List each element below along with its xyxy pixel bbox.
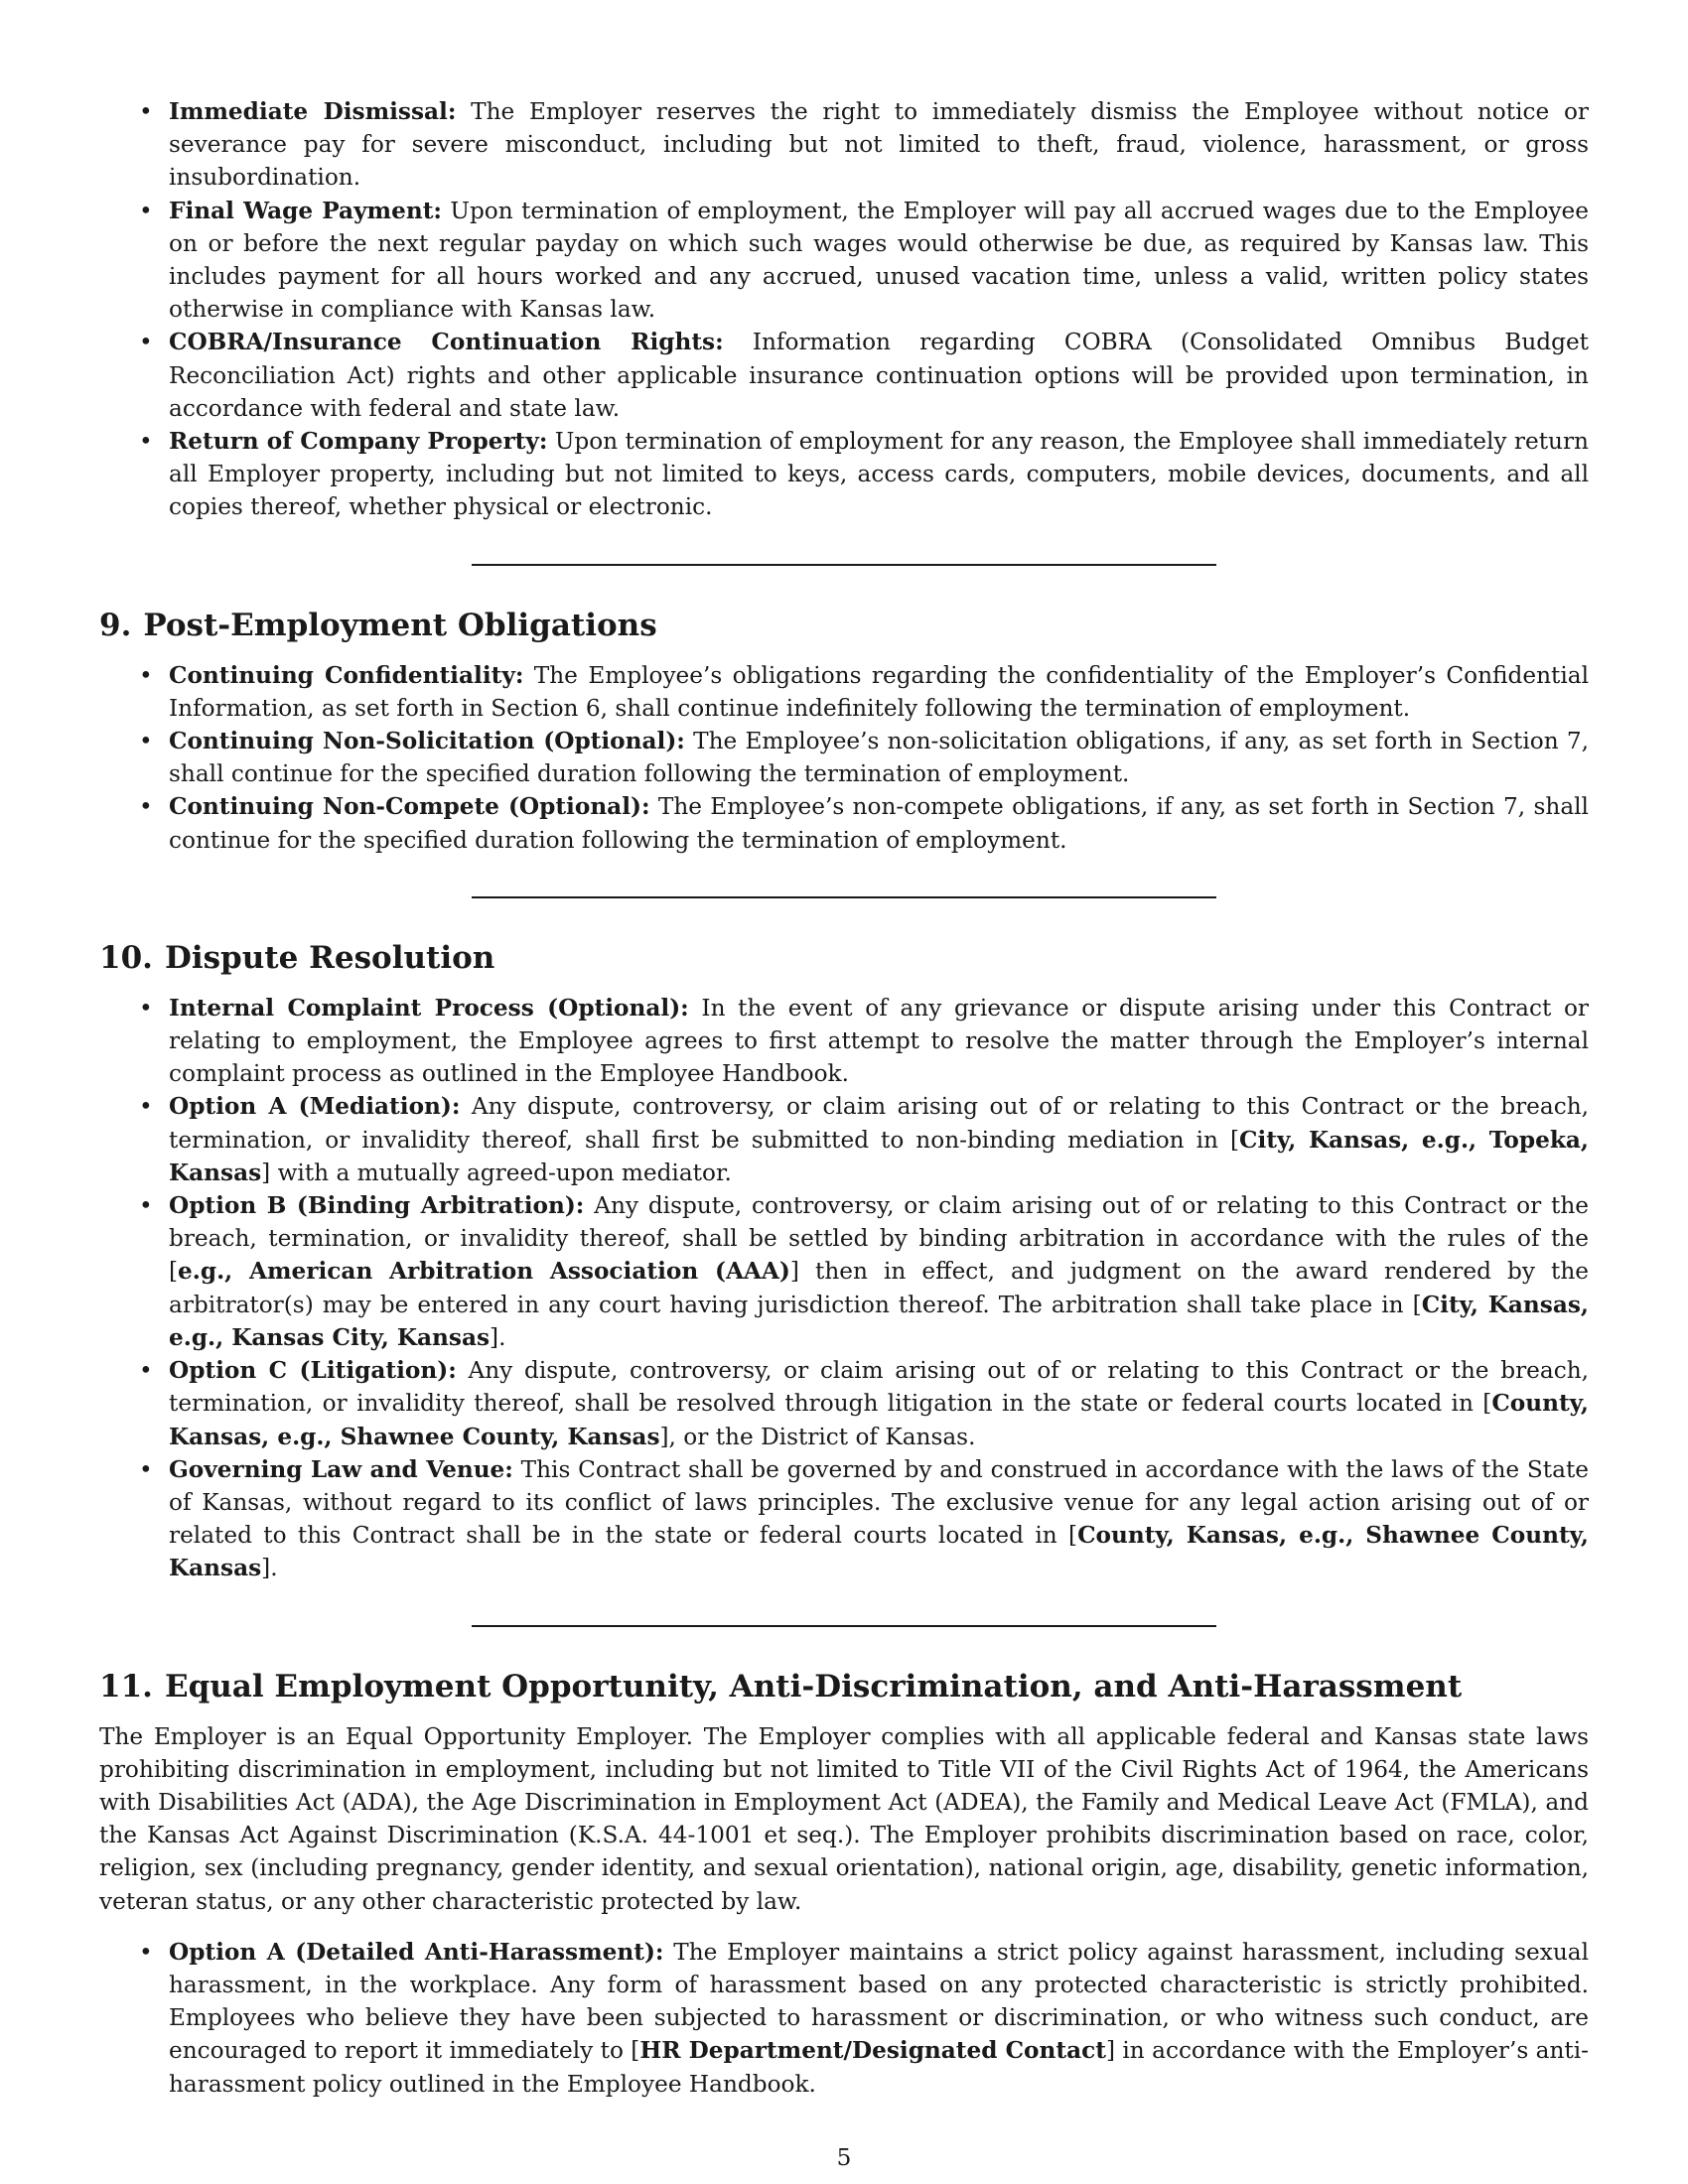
item-label: Option A (Detailed Anti-Harassment): bbox=[169, 1938, 664, 1966]
list-item bbox=[99, 1354, 1589, 1453]
item-text: Any dispute, controversy, or claim arising out of or relating to this Contract or the breach, termination, or invalidity thereof, shall be settled by binding arbitration in accordance with the rules of the [ bbox=[169, 1192, 1589, 1286]
item-label: Continuing Non-Compete (Optional): bbox=[169, 793, 650, 821]
page-number: 5 bbox=[836, 2144, 852, 2171]
placeholder-text: City, Kansas, e.g., Topeka, Kansas bbox=[169, 1126, 1589, 1186]
placeholder-text: County, Kansas, e.g., Shawnee County, Kansas bbox=[169, 1522, 1589, 1582]
section-10-list bbox=[99, 992, 1589, 1585]
item-label: Governing Law and Venue: bbox=[169, 1455, 513, 1483]
item-text: ] then in effect, and judgment on the award rendered by the arbitrator(s) may be entered in any court having jurisdiction thereof. The arbitration shall take place in [ bbox=[169, 1258, 1589, 1318]
item-text: Upon termination of employment, the Employer will pay all accrued wages due to the Employee on or before the next regular payday on which such wages would otherwise be due, as required by Kansas law. This includes payment for all hours worked and any accrued, unused vacation time, unless a valid, written policy states otherwise in compliance with Kansas law. bbox=[169, 197, 1589, 324]
item-text: ] in accordance with the Employer’s anti-harassment policy outlined in the Employee Handbook. bbox=[169, 2037, 1590, 2098]
item-text: This Contract shall be governed by and construed in accordance with the laws of the State of Kansas, without regard to its conflict of laws principles. The exclusive venue for any legal action arising out of or related to this Contract shall be in the state or federal courts located in [ bbox=[169, 1455, 1589, 1550]
placeholder-text: City, Kansas, e.g., Kansas City, Kansas bbox=[169, 1291, 1589, 1351]
section-divider bbox=[472, 1625, 1216, 1627]
placeholder-text: HR Department/Designated Contact bbox=[639, 2037, 1106, 2065]
item-text: Upon termination of employment for any reason, the Employee shall immediately return all Employer property, including but not limited to keys, access cards, computers, mobile devices, documents, and all copies thereof, whether physical or electronic. bbox=[169, 428, 1589, 521]
document-page bbox=[99, 95, 1589, 2101]
item-label: Continuing Confidentiality: bbox=[169, 661, 524, 689]
item-label: Final Wage Payment: bbox=[169, 197, 442, 224]
section-number: 10. bbox=[99, 939, 153, 976]
item-label: Return of Company Property: bbox=[169, 428, 548, 456]
list-item bbox=[99, 790, 1589, 856]
item-label: Option A (Mediation): bbox=[169, 1093, 461, 1121]
section-title: Post-Employment Obligations bbox=[143, 607, 657, 643]
section-number: 11. bbox=[99, 1668, 153, 1705]
item-text: ] with a mutually agreed-upon mediator. bbox=[261, 1159, 732, 1186]
list-item bbox=[99, 1090, 1589, 1189]
list-item bbox=[99, 992, 1589, 1091]
list-item bbox=[99, 1189, 1589, 1354]
item-text: ], or the District of Kansas. bbox=[659, 1423, 976, 1450]
list-item bbox=[99, 1936, 1589, 2101]
item-text: The Employee’s non-solicitation obligations, if any, as set forth in Section 7, shall continue for the specified duration following the termination of employment. bbox=[169, 728, 1589, 788]
placeholder-text: County, Kansas, e.g., Shawnee County, Kansas bbox=[169, 1390, 1589, 1450]
section-11-list bbox=[99, 1936, 1589, 2101]
termination-list bbox=[99, 95, 1589, 524]
item-label: COBRA/Insurance Continuation Rights: bbox=[169, 329, 724, 356]
item-text: Information regarding COBRA (Consolidated Omnibus Budget Reconciliation Act) rights and other applicable insurance continuation options will be provided upon termination, in accordance with federal and state law. bbox=[169, 329, 1589, 422]
section-number: 9. bbox=[99, 607, 132, 643]
section-9-list bbox=[99, 659, 1589, 857]
item-label: Continuing Non-Solicitation (Optional): bbox=[169, 728, 685, 755]
section-title: Equal Employment Opportunity, Anti-Discrimination, and Anti-Harassment bbox=[164, 1668, 1463, 1705]
section-divider bbox=[472, 564, 1216, 566]
section-9-heading bbox=[99, 606, 1589, 645]
section-10-heading bbox=[99, 938, 1589, 978]
item-text: The Employer reserves the right to immediately dismiss the Employee without notice or severance pay for severe misconduct, including but not limited to theft, fraud, violence, harassment, or gross insubordination. bbox=[169, 98, 1589, 192]
eeo-paragraph: The Employer is an Equal Opportunity Employer. The Employer complies with all applicable federal and Kansas state laws prohibiting discrimination in employment, including but not limited to Title VII of the Civil Rights Act of 1964, the Americans with Disabilities Act (ADA), the Age Discrimination in Employment Act (ADEA), the Family and Medical Leave Act (FMLA), and the Kansas Act Against Discrimination (K.S.A. 44-1001 et seq.). The Employer prohibits discrimination based on race, color, religion, sex (including pregnancy, gender identity, and sexual orientation), national origin, age, disability, genetic information, veteran status, or any other characteristic protected by law. bbox=[99, 1722, 1589, 1915]
item-label: Option C (Litigation): bbox=[169, 1357, 457, 1385]
item-text: The Employee’s obligations regarding the confidentiality of the Employer’s Confidential Information, as set forth in Section 6, shall continue indefinitely following the termination of employment. bbox=[169, 661, 1589, 722]
section-11-heading bbox=[99, 1667, 1589, 1706]
list-item bbox=[99, 326, 1589, 425]
item-text: Any dispute, controversy, or claim arising out of or relating to this Contract or the breach, termination, or invalidity thereof, shall first be submitted to non-binding mediation in [ bbox=[169, 1093, 1590, 1154]
list-item bbox=[99, 1453, 1589, 1585]
item-label: Internal Complaint Process (Optional): bbox=[169, 994, 689, 1022]
list-item bbox=[99, 195, 1589, 327]
list-item bbox=[99, 659, 1589, 725]
list-item bbox=[99, 425, 1589, 524]
placeholder-text: e.g., American Arbitration Association (AAA) bbox=[178, 1258, 790, 1286]
item-text: ]. bbox=[490, 1323, 506, 1351]
list-item bbox=[99, 725, 1589, 790]
item-text: The Employer maintains a strict policy against harassment, including sexual harassment, in the workplace. Any form of harassment based on any protected characteristic is strictly prohibited. Employees who believe they have been subjected to harassment or discrimination, or who witness such conduct, are encouraged to report it immediately to [ bbox=[169, 1938, 1589, 2065]
item-text: In the event of any grievance or dispute arising under this Contract or relating to employment, the Employee agrees to first attempt to resolve the matter through the Employer’s internal complaint process as outlined in the Employee Handbook. bbox=[169, 994, 1589, 1088]
item-label: Option B (Binding Arbitration): bbox=[169, 1192, 585, 1220]
list-item bbox=[99, 95, 1589, 195]
item-text: The Employee’s non-compete obligations, if any, as set forth in Section 7, shall continue for the specified duration following the termination of employment. bbox=[169, 793, 1589, 854]
section-title: Dispute Resolution bbox=[164, 939, 495, 976]
item-label: Immediate Dismissal: bbox=[169, 98, 457, 125]
item-text: Any dispute, controversy, or claim arising out of or relating to this Contract or the breach, termination, or invalidity thereof, shall be resolved through litigation in the state or federal courts located in [ bbox=[169, 1357, 1589, 1418]
item-text: ]. bbox=[261, 1555, 278, 1582]
section-divider bbox=[472, 896, 1216, 898]
